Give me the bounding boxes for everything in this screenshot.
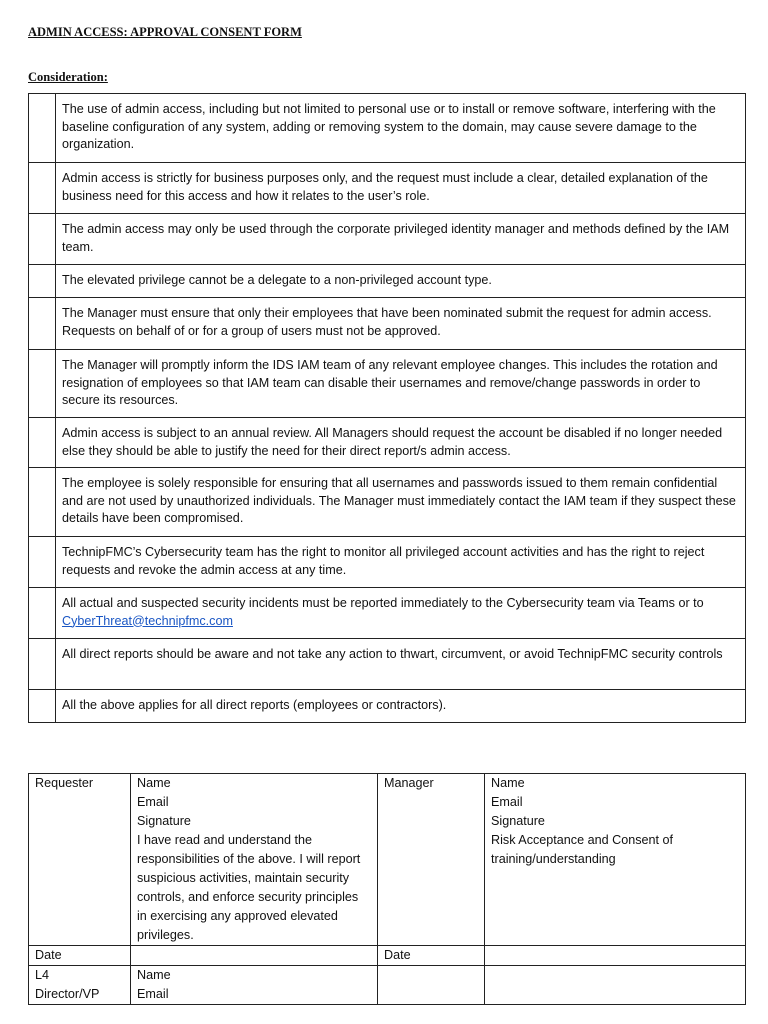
consideration-text: All actual and suspected security incidents must be reported immediately to the Cybersecurity team via Teams or to xyxy=(62,596,704,610)
requester-fields[interactable] xyxy=(131,774,378,946)
requester-date-field[interactable] xyxy=(131,946,378,966)
table-row xyxy=(29,588,746,639)
considerations-table xyxy=(28,93,746,723)
table-row xyxy=(29,774,746,946)
checkbox-cell[interactable] xyxy=(29,418,56,468)
consideration-text: TechnipFMC’s Cybersecurity team has the right to monitor all privileged account activities and has the right to reject requests and revoke the admin access at any time. xyxy=(56,537,746,588)
director-name-field[interactable]: Name xyxy=(137,968,171,982)
checkbox-cell[interactable] xyxy=(29,350,56,418)
manager-label: Manager xyxy=(378,774,485,946)
table-row xyxy=(29,163,746,214)
table-row xyxy=(29,639,746,690)
consideration-text: The Manager must ensure that only their employees that have been nominated submit the request for admin access. Requests on behalf of or for a group of users must not be approved. xyxy=(56,298,746,350)
empty-cell[interactable] xyxy=(485,966,746,1005)
checkbox-cell[interactable] xyxy=(29,94,56,163)
manager-date-field[interactable] xyxy=(485,946,746,966)
manager-signature-field[interactable]: Signature xyxy=(491,814,545,828)
table-row xyxy=(29,537,746,588)
checkbox-cell[interactable] xyxy=(29,639,56,690)
requester-statement: I have read and understand the responsibilities of the above. I will report suspicious activities, maintain security controls, and enforce security principles in exercising any approved elevated privileges. xyxy=(137,833,361,942)
director-email-field[interactable]: Email xyxy=(137,987,169,1001)
manager-name-field[interactable]: Name xyxy=(491,776,525,790)
requester-date-label: Date xyxy=(29,946,131,966)
table-row xyxy=(29,298,746,350)
requester-signature-field[interactable]: Signature xyxy=(137,814,191,828)
requester-name-field[interactable]: Name xyxy=(137,776,171,790)
checkbox-cell[interactable] xyxy=(29,214,56,265)
table-row xyxy=(29,946,746,966)
incident-email-link[interactable]: CyberThreat@technipfmc.com xyxy=(62,613,233,628)
table-row xyxy=(29,350,746,418)
table-row xyxy=(29,418,746,468)
requester-email-field[interactable]: Email xyxy=(137,795,169,809)
consideration-text: The elevated privilege cannot be a delegate to a non-privileged account type. xyxy=(56,265,746,298)
signoff-table xyxy=(28,773,746,1005)
consideration-text: The admin access may only be used through the corporate privileged identity manager and methods defined by the IAM team. xyxy=(56,214,746,265)
table-row xyxy=(29,265,746,298)
consideration-heading: Consideration: xyxy=(28,70,108,84)
checkbox-cell[interactable] xyxy=(29,163,56,214)
consideration-text: The employee is solely responsible for ensuring that all usernames and passwords issued to them remain confidential and are not used by unauthorized individuals. The Manager must immediately contact the IAM team if they suspect these details have been compromised. xyxy=(56,468,746,537)
checkbox-cell[interactable] xyxy=(29,690,56,723)
director-label xyxy=(29,966,131,1005)
consideration-cell xyxy=(56,588,746,639)
manager-fields[interactable] xyxy=(485,774,746,946)
consideration-text: Admin access is strictly for business purposes only, and the request must include a clear, detailed explanation of the business need for this access and how it relates to the user’s role. xyxy=(56,163,746,214)
form-title: ADMIN ACCESS: APPROVAL CONSENT FORM xyxy=(28,25,302,39)
table-row xyxy=(29,690,746,723)
consideration-text: The Manager will promptly inform the IDS IAM team of any relevant employee changes. This includes the rotation and resignation of employees so that IAM team can disable their usernames and remove/change passwords in order to secure its resources. xyxy=(56,350,746,418)
requester-label: Requester xyxy=(29,774,131,946)
checkbox-cell[interactable] xyxy=(29,265,56,298)
manager-email-field[interactable]: Email xyxy=(491,795,523,809)
table-row xyxy=(29,966,746,1005)
table-row xyxy=(29,468,746,537)
table-row xyxy=(29,214,746,265)
consideration-text: All direct reports should be aware and not take any action to thwart, circumvent, or avoid TechnipFMC security controls xyxy=(56,639,746,690)
checkbox-cell[interactable] xyxy=(29,468,56,537)
director-fields[interactable] xyxy=(131,966,378,1005)
consideration-text: Admin access is subject to an annual review. All Managers should request the account be disabled if no longer needed else they should be able to justify the need for their direct report/s admin access. xyxy=(56,418,746,468)
checkbox-cell[interactable] xyxy=(29,298,56,350)
consideration-text: The use of admin access, including but not limited to personal use or to install or remove software, interfering with the baseline configuration of any system, adding or removing system to the domain, may cause severe damage to the organization. xyxy=(56,94,746,163)
director-label-title: Director/VP xyxy=(35,987,100,1001)
consideration-text: All the above applies for all direct reports (employees or contractors). xyxy=(56,690,746,723)
empty-cell[interactable] xyxy=(378,966,485,1005)
checkbox-cell[interactable] xyxy=(29,588,56,639)
manager-date-label: Date xyxy=(378,946,485,966)
checkbox-cell[interactable] xyxy=(29,537,56,588)
table-row xyxy=(29,94,746,163)
manager-statement: Risk Acceptance and Consent of training/understanding xyxy=(491,833,674,866)
director-label-level: L4 xyxy=(35,968,50,982)
